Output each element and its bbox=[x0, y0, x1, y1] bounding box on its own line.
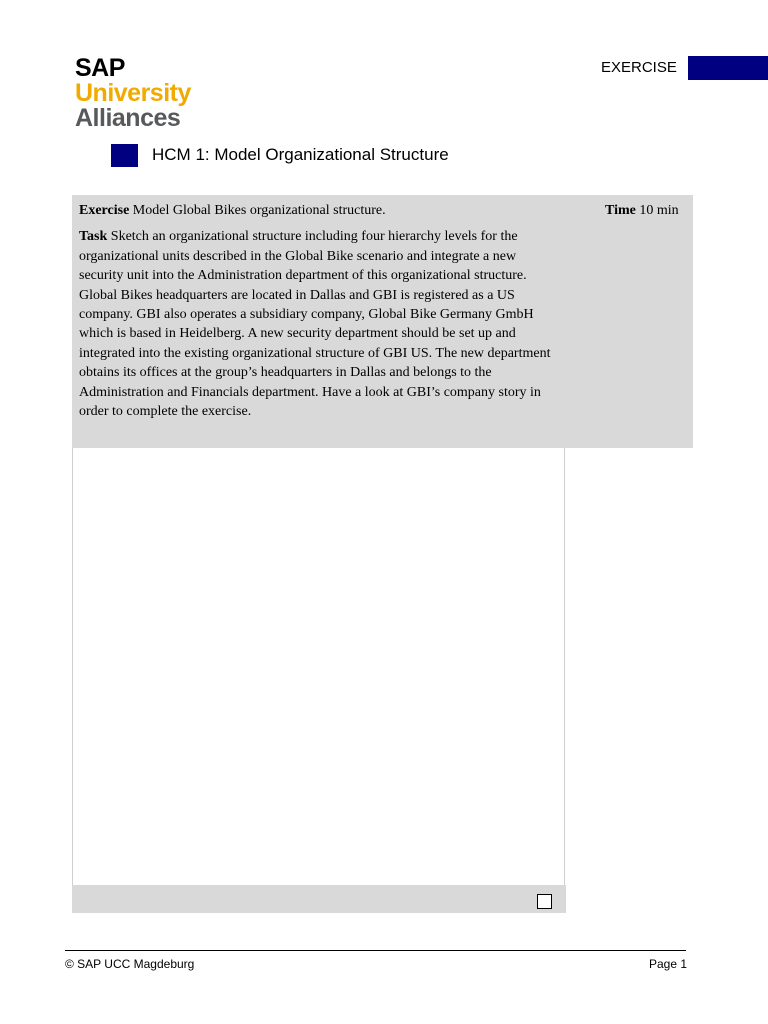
exercise-header-label: EXERCISE bbox=[601, 59, 677, 76]
page-title: HCM 1: Model Organizational Structure bbox=[152, 145, 449, 164]
task-text: Sketch an organizational structure including four hierarchy levels for the organizational units described in the Global Bike scenario and integrate a new security unit into the Administration department of this organizational structure. Global Bikes headquarters are located in Dallas and GBI is registered as a US company. GBI also operates a subsidiary company, Global Bike Germany GmbH which is based in Heidelberg. A new security department should be set up and integrated into the existing organizational structure of GBI US. The new department obtains its offices at the group’s headquarters in Dallas and belongs to the Administration and Financials department. Have a look at GBI’s company story in order to complete the exercise. bbox=[79, 229, 551, 420]
time-label: Time bbox=[605, 203, 636, 218]
title-marker-square bbox=[111, 144, 138, 167]
completion-checkbox[interactable] bbox=[537, 894, 552, 909]
footer-divider bbox=[65, 950, 686, 951]
exercise-description bbox=[79, 201, 561, 421]
task-label: Task bbox=[79, 229, 108, 245]
exercise-line bbox=[79, 201, 561, 220]
task-paragraph bbox=[79, 227, 561, 421]
sap-university-alliances-logo bbox=[75, 56, 191, 131]
exercise-text: Model Global Bikes organizational structure. bbox=[132, 203, 386, 218]
logo-line-university: University bbox=[75, 79, 191, 107]
logo-line-sap: SAP bbox=[75, 54, 125, 82]
time-estimate bbox=[605, 201, 679, 220]
time-value: 10 min bbox=[639, 203, 679, 218]
exercise-label: Exercise bbox=[79, 203, 130, 218]
answer-footer-bar bbox=[72, 885, 566, 913]
logo-line-alliances: Alliances bbox=[75, 104, 181, 132]
exercise-header-bar bbox=[688, 56, 768, 80]
footer-copyright: © SAP UCC Magdeburg bbox=[65, 957, 195, 971]
answer-sketch-area[interactable] bbox=[72, 448, 565, 885]
footer-page-number: Page 1 bbox=[649, 957, 688, 971]
